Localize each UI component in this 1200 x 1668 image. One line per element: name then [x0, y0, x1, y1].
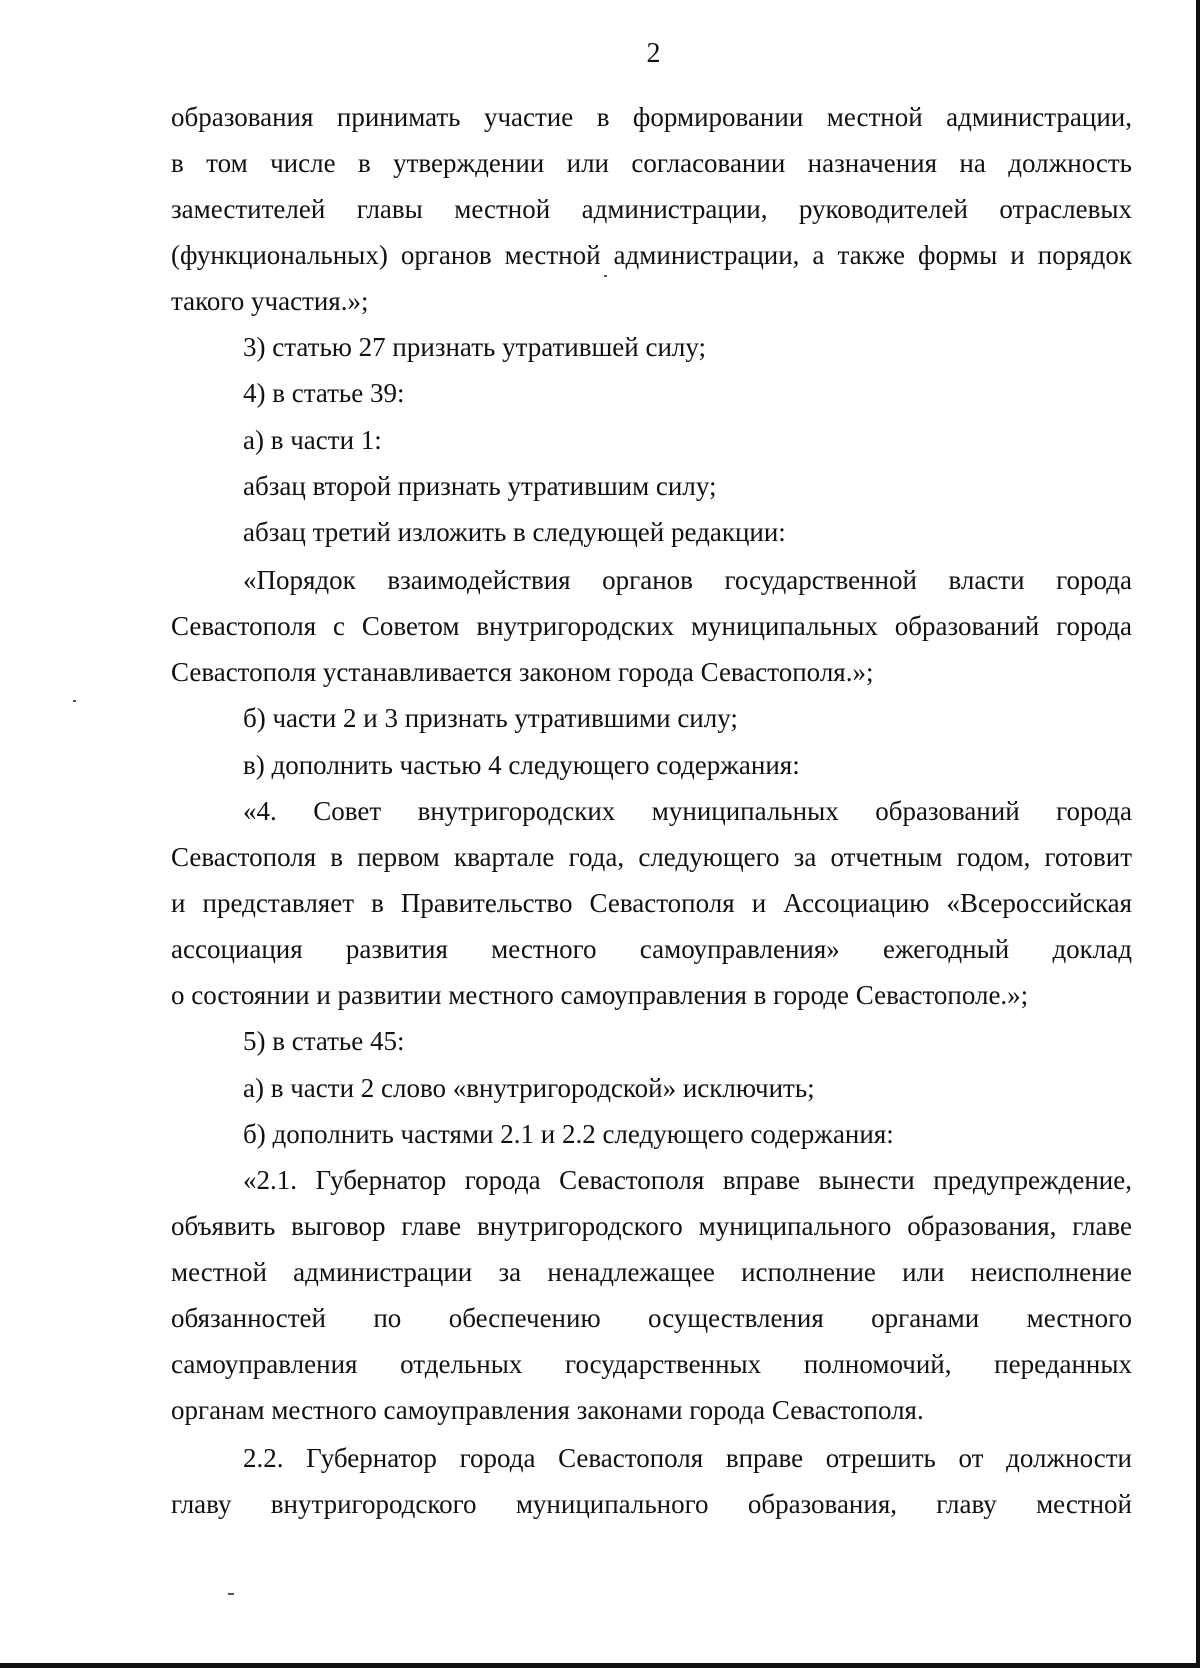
text-line: местной администрации за ненадлежащее исполнение или неисполнение [171, 1257, 1132, 1287]
text-line: такого участия.»; [171, 286, 369, 316]
text-line: б) дополнить частями 2.1 и 2.2 следующего содержания: [243, 1119, 894, 1149]
text-line: ассоциация развития местного самоуправления» ежегодный доклад [171, 934, 1132, 964]
page-edge-bottom [0, 1663, 1200, 1668]
scan-speck [604, 275, 607, 277]
text-line: Севастополя устанавливается законом города Севастополя.»; [171, 657, 874, 687]
text-line: о состоянии и развитии местного самоуправления в городе Севастополе.»; [171, 980, 1029, 1010]
text-line: самоуправления отдельных государственных полномочий, переданных [171, 1349, 1132, 1379]
text-line: органам местного самоуправления законами города Севастополя. [171, 1395, 924, 1425]
text-line: образования принимать участие в формировании местной администрации, [171, 102, 1132, 132]
text-line: абзац второй признать утратившим силу; [243, 471, 717, 501]
text-line: Севастополя с Советом внутригородских муниципальных образований города [171, 611, 1132, 641]
text-line: «Порядок взаимодействия органов государственной власти города [243, 565, 1132, 595]
scan-speck [228, 1593, 234, 1595]
scan-speck [73, 700, 76, 702]
text-line: в) дополнить частью 4 следующего содержания: [243, 750, 800, 780]
text-line: объявить выговор главе внутригородского муниципального образования, главе [171, 1211, 1132, 1241]
text-line: Севастополя в первом квартале года, следующего за отчетным годом, готовит [171, 842, 1132, 872]
text-line: а) в части 1: [243, 425, 382, 455]
text-line: обязанностей по обеспечению осуществления органами местного [171, 1303, 1132, 1333]
text-line: «2.1. Губернатор города Севастополя вправе вынести предупреждение, [243, 1165, 1132, 1195]
text-line: а) в части 2 слово «внутригородской» исключить; [243, 1073, 815, 1103]
text-line: и представляет в Правительство Севастополя и Ассоциацию «Всероссийская [171, 888, 1132, 918]
page-number: 2 [646, 38, 661, 69]
text-line: заместителей главы местной администрации, руководителей отраслевых [171, 194, 1132, 224]
text-line: «4. Совет внутригородских муниципальных образований города [243, 796, 1132, 826]
text-line: абзац третий изложить в следующей редакции: [243, 517, 786, 547]
text-line: 2.2. Губернатор города Севастополя вправе отрешить от должности [243, 1443, 1132, 1473]
page-edge-right [1196, 0, 1200, 1668]
text-line: 4) в статье 39: [243, 378, 405, 408]
text-line: 3) статью 27 признать утратившей силу; [243, 332, 707, 362]
text-line: главу внутригородского муниципального образования, главу местной [171, 1489, 1132, 1519]
text-line: б) части 2 и 3 признать утратившими силу; [243, 703, 738, 733]
text-line: 5) в статье 45: [243, 1026, 405, 1056]
text-line: в том числе в утверждении или согласовании назначения на должность [171, 148, 1132, 178]
text-line: (функциональных) органов местной администрации, а также формы и порядок [171, 240, 1132, 270]
